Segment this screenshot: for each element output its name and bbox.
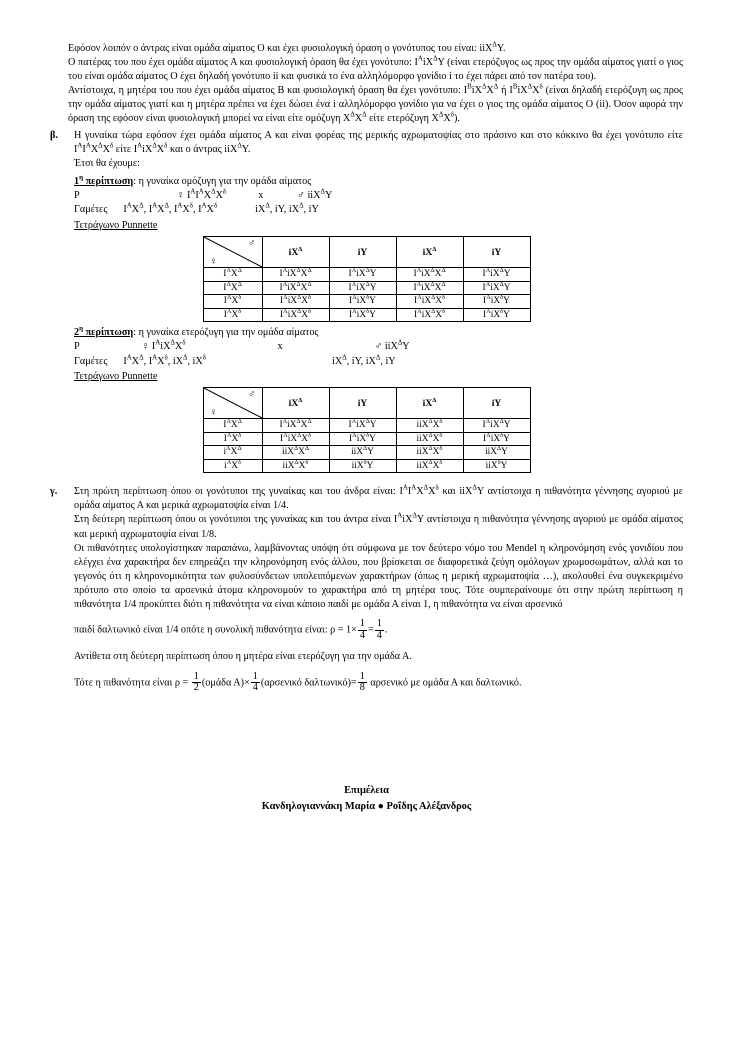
case-1-number: 1 xyxy=(74,175,80,187)
table-row xyxy=(203,459,530,473)
fraction-one-half: $\frac{1}{2}$ xyxy=(193,670,199,694)
fraction-one-quarter-2: $\frac{1}{4}$ xyxy=(252,670,258,694)
table-row xyxy=(203,419,530,433)
punnett-1-cell-3-1: $I^AiX^\delta\Upsilon$ xyxy=(329,308,396,322)
gamma-formula-1-end: . xyxy=(384,624,388,636)
case-1-male-end: Υ xyxy=(324,190,333,202)
punnett-1-col-header-2: $iX^\Delta$ xyxy=(396,237,463,268)
male-symbol-icon: ♂ xyxy=(297,190,305,202)
punnett-2-col-header-3: iY xyxy=(463,388,530,419)
case-1-female-s2: Α xyxy=(198,188,204,196)
case-1-parents-line xyxy=(74,189,683,203)
case-2-header xyxy=(74,326,683,340)
beta-p1-s1: Α xyxy=(77,142,83,150)
intro-line-1 xyxy=(68,42,683,56)
intro-line-3-sup2: Δ xyxy=(481,83,487,91)
gamma-formula-2 xyxy=(74,672,683,694)
punnett-2-cell-2-3: iiX$^\Delta$Υ xyxy=(463,446,530,460)
case-2-word: περίπτωση xyxy=(83,327,134,339)
punnett-1-col-header-3: iY xyxy=(463,237,530,268)
case-1-female-s4: δ xyxy=(222,188,227,196)
gamma-paragraph-2: Στη δεύτερη περίπτωση όπου οι γονότυποι της γυναίκας και του άντρα είναι $I^AiX^\Delta\Upsilon$ αντίστοιχα η πιθανότητα γέννησης αγοριού με ομάδα αίματος και μερική αχρωματοψία είναι 1/8. xyxy=(74,513,684,540)
punnett-1-cell-2-1: $I^AiX^\delta\Upsilon$ xyxy=(329,295,396,309)
case-1-female-b: Ι xyxy=(195,190,199,202)
case-2-punnett-label: Τετράγωνο Punnette xyxy=(74,370,158,382)
intro-line-3-d: ή Ι xyxy=(498,85,513,97)
section-beta xyxy=(50,129,683,233)
male-symbol-icon: ♂ xyxy=(248,238,256,250)
document-footer xyxy=(0,783,733,814)
intro-line-3-sup9: Δ xyxy=(438,112,444,120)
case-1-header xyxy=(74,175,683,189)
punnett-2-cell-1-1: $I^AiX^\delta\Upsilon$ xyxy=(329,432,396,446)
intro-line-1-sup: Δ xyxy=(492,41,497,49)
case-2-cross-symbol: x xyxy=(277,341,283,353)
section-beta-marker: β. xyxy=(50,129,58,141)
beta-p1-e: είτε Ι xyxy=(113,143,138,155)
punnett-2-cell-0-2: $iiX^\Delta X^\delta$ xyxy=(396,419,463,433)
gamma-paragraph-1: Στη πρώτη περίπτωση όπου οι γονότυποι της γυναίκας και του άνδρα είναι: $I^AI^AX^\Delta X^\delta$ και iiX$^\Delta$Υ αντίστοιχα η πιθανότητα γέννησης αγοριού με ομάδα αίματος Α και μερικά αχρωματοψία είναι 1/4. xyxy=(74,484,684,512)
punnett-1-row-header-3: $I^AX^\delta$ xyxy=(203,308,262,322)
intro-line-3-a: Αντίστοιχα, η μητέρα του που έχει ομάδα αίματος Β και φυσιολογική όραση θα έχει γονότυπο: Ι xyxy=(68,85,468,97)
beta-p1-s7: δ xyxy=(164,142,168,150)
punnett-1-row-header-2: $I^AX^\delta$ xyxy=(203,295,262,309)
footer-authors: Κανδηλογιαννάκη Μαρία ● Ροΐδης Αλέξανδρος xyxy=(261,800,472,812)
table-row xyxy=(203,295,530,309)
punnett-1-cell-2-2: $I^AiX^\Delta X^\delta$ xyxy=(396,295,463,309)
table-row xyxy=(203,268,530,282)
case-1-gametes-line xyxy=(74,203,683,217)
beta-p1-h: και ο άντρας iiX xyxy=(167,143,238,155)
intro-line-2-sup1: Α xyxy=(417,55,423,63)
intro-line-2-mid: iX xyxy=(422,57,434,69)
beta-p1-s5: Α xyxy=(137,142,143,150)
punnett-1-cell-2-3: $I^AiX^\delta\Upsilon$ xyxy=(463,295,530,309)
case-1-gametes-female: $I^AX^\Delta$, $I^AX^\Delta$, $I^AX^\delta$, $I^AX^\delta$ xyxy=(123,203,218,216)
intro-line-3-f: Χ xyxy=(532,85,540,97)
intro-line-1-text: Εφόσον λοιπόν ο άντρας είναι ομάδα αίματος Ο και έχει φυσιολογική όραση ο γονότυπος του είναι: iiX xyxy=(68,43,493,54)
section-gamma-marker: γ. xyxy=(50,486,58,498)
case-1-gametes-male: $iX^\Delta$, iΥ, $iX^\Delta$, iΥ xyxy=(255,203,319,216)
case-1-male-genotype: iiX xyxy=(307,190,321,202)
female-symbol-icon: ♀ xyxy=(176,190,185,202)
gamma-formula-1-text: παιδί δαλτωνικό είναι 1/4 οπότε η συνολική πιθανότητα είναι: xyxy=(74,624,328,636)
case-2-parents-line xyxy=(74,340,683,354)
case-1-punnett-label: Τετράγωνο Punnette xyxy=(74,219,158,231)
fraction-one-quarter-result: $\frac{1}{4}$ xyxy=(376,618,382,641)
intro-line-3-sup7: Δ xyxy=(350,112,355,120)
punnett-1-cell-3-3: $I^AiX^\delta\Upsilon$ xyxy=(463,308,530,322)
punnett-2-cell-2-1: iiX$^\Delta$Υ xyxy=(329,446,396,460)
case-1-p-label: P xyxy=(74,190,80,202)
case-2-male-genotype: iiX$^\Delta$Υ xyxy=(384,339,410,353)
beta-p1-i: Υ. xyxy=(241,143,251,155)
punnett-2-cell-0-1: $I^AiX^\Delta\Upsilon$ xyxy=(329,419,396,433)
intro-line-3-sup6: δ xyxy=(539,83,543,91)
beta-paragraph-2: Έτσι θα έχουμε: xyxy=(74,157,140,169)
case-2-gametes-female: $I^AX^\Delta$, $I^AX^\delta$, $iX^\Delta$, $iX^\delta$ xyxy=(123,354,206,367)
case-2-female-genotype: $I^AiX^\Delta X^\delta$ xyxy=(151,339,186,353)
case-2-gametes-label: Γαμέτες xyxy=(74,355,108,367)
punnett-2-cell-3-1: iiX$^\delta$Υ xyxy=(329,459,396,473)
beta-p1-a: Η γυναίκα τώρα εφόσον έχει ομάδα αίματος Α και είναι φορέας της μερικής αχρωματοψίας στο πράσινο και στο κόκκινο θα έχει γονότυπο είτε Ι xyxy=(74,129,683,155)
intro-line-3-b: iX xyxy=(471,85,482,97)
punnett-2-cell-3-2: $iiX^\Delta X^\delta$ xyxy=(396,459,463,473)
punnett-1-cell-2-0: $I^AiX^\Delta X^\delta$ xyxy=(262,295,329,309)
intro-line-2-sup2: Δ xyxy=(433,55,438,63)
gamma-formula-1-eq: = xyxy=(367,624,374,636)
case-1-female-a: Ι xyxy=(186,190,191,202)
gamma-paragraph-5: Αντίθετα στη δεύτερη περίπτωση όπου η μητέρα είναι ετερόζυγη για την ομάδα Α. xyxy=(74,651,412,663)
punnett-2-row-header-3: $i^AX^\delta$ xyxy=(203,459,262,473)
case-1-gametes-label: Γαμέτες xyxy=(74,204,108,216)
punnett-1-cell-1-2: $I^AiX^\Delta X^\Delta$ xyxy=(396,281,463,295)
punnett-2-row-header-0: $I^AX^\Delta$ xyxy=(203,419,262,433)
case-2-block xyxy=(50,326,683,384)
intro-line-2 xyxy=(68,56,683,84)
beta-p1-c: Χ xyxy=(90,143,99,155)
intro-line-3-sup4: Β xyxy=(512,83,518,91)
punnett-2-cell-1-2: $iiX^\Delta X^\delta$ xyxy=(396,432,463,446)
intro-block xyxy=(68,42,683,127)
intro-line-3-e: iX xyxy=(517,85,528,97)
punnett-1-cell-1-1: $I^AiX^\Delta\Upsilon$ xyxy=(329,281,396,295)
case-1-male-sup: Δ xyxy=(320,188,325,196)
gamma-formula-2-text: Τότε η πιθανότητα είναι xyxy=(74,677,173,689)
intro-line-3-g: (είναι δηλαδή ετερόζυγη ως προς την ομάδα αίματος γιατί και η μητέρα πρέπει να έχει δώσει ένα i αλληλόμορφο γονίδιο για να έχει ο γιος της ομάδα αίματος Ο (ii). Όσον αφορά την όραση της εφόσον είναι φυσιολογική μπορεί να είναι είτε ομόζυγη Χ xyxy=(68,85,683,125)
punnett-2-cell-3-3: iiX$^\delta$Υ xyxy=(463,459,530,473)
intro-line-2-a: Ο πατέρας του που έχει ομάδα αίματος Α και φυσιολογική όραση θα έχει γονότυπο: Ι xyxy=(68,57,418,69)
punnett-2-header-row xyxy=(203,388,530,419)
gamma-formula-1 xyxy=(74,619,683,641)
intro-line-3-sup1: Β xyxy=(467,83,472,91)
beta-p1-b: Ι xyxy=(82,143,86,155)
footer-title: Επιμέλεια xyxy=(344,785,389,796)
intro-line-3-h: Χ xyxy=(354,113,363,125)
beta-p1-d: Χ xyxy=(102,143,110,155)
punnett-1-cell-0-0: $I^AiX^\Delta X^\Delta$ xyxy=(262,268,329,282)
section-beta-body xyxy=(74,129,683,233)
beta-paragraph-1 xyxy=(74,129,683,157)
beta-p1-s8: Δ xyxy=(237,142,242,150)
gamma-formula-2-rho: ρ = xyxy=(174,677,189,689)
gamma-formula-2-mid1: (ομάδα Α)× xyxy=(201,677,250,689)
female-symbol-icon: ♀ xyxy=(209,407,217,419)
table-row xyxy=(203,432,530,446)
punnett-2-corner-cell xyxy=(203,388,262,419)
case-2-p-label: P xyxy=(74,341,80,353)
punnett-2-row-header-1: $I^AX^\delta$ xyxy=(203,432,262,446)
punnett-1-header-row xyxy=(203,237,530,268)
beta-p1-g: Χ xyxy=(156,143,165,155)
table-row xyxy=(203,308,530,322)
intro-line-3-sup10: δ xyxy=(450,112,454,120)
case-2-number: 2 xyxy=(74,327,80,339)
female-symbol-icon: ♀ xyxy=(209,256,217,268)
male-symbol-icon: ♂ xyxy=(248,389,256,401)
intro-line-1-end: Υ. xyxy=(496,43,506,54)
case-1-female-c: Χ xyxy=(203,190,212,202)
punnett-2-cell-0-0: $I^AiX^\Delta X^\Delta$ xyxy=(262,419,329,433)
case-2-body xyxy=(74,326,683,384)
case-1-cross-symbol: x xyxy=(258,190,264,202)
punnett-1-cell-0-2: $I^AiX^\Delta X^\Delta$ xyxy=(396,268,463,282)
punnett-1-col-header-0: $iX^\Delta$ xyxy=(262,237,329,268)
gamma-formula-2-end: αρσενικό με ομάδα Α και δαλτωνικό. xyxy=(370,677,522,689)
punnett-1-row-header-0: $I^AX^\Delta$ xyxy=(203,268,262,282)
fraction-one-eighth: $\frac{1}{8}$ xyxy=(359,670,365,694)
case-1-number-sup: η xyxy=(79,174,84,182)
punnett-1-cell-3-0: $I^AiX^\Delta X^\delta$ xyxy=(262,308,329,322)
punnett-square-2 xyxy=(203,387,531,473)
beta-p1-s3: Δ xyxy=(98,142,103,150)
punnett-square-2-wrapper xyxy=(50,387,683,473)
punnett-1-cell-0-1: $I^AiX^\Delta\Upsilon$ xyxy=(329,268,396,282)
table-row xyxy=(203,446,530,460)
case-1-female-d: Χ xyxy=(215,190,223,202)
case-1-desc: : η γυναίκα ομόζυγη για την ομάδα αίματος xyxy=(133,175,312,187)
case-1-word: περίπτωση xyxy=(83,175,134,187)
table-row xyxy=(203,281,530,295)
beta-p1-s4: δ xyxy=(109,142,114,150)
punnett-2-cell-1-3: $I^AiX^\delta\Upsilon$ xyxy=(463,432,530,446)
punnett-1-col-header-1: iY xyxy=(329,237,396,268)
punnett-square-1 xyxy=(203,236,531,322)
case-2-gametes-line xyxy=(74,355,683,369)
intro-line-3-k: ). xyxy=(454,113,460,125)
punnett-2-col-header-0: $iX^\Delta$ xyxy=(262,388,329,419)
case-2-desc: : η γυναίκα ετερόζυγη για την ομάδα αίματος xyxy=(133,327,319,339)
punnett-square-1-wrapper xyxy=(50,236,683,322)
case-2-gametes-male: $iX^\Delta$, iΥ, $iX^\Delta$, iΥ xyxy=(332,354,396,367)
gamma-paragraph-3: Οι πιθανότητες υπολογίστηκαν παραπάνω, λαμβάνοντας υπόψη ότι σύμφωνα με τον δεύτερο νόμο του Mendel η κληρονόμηση ενός γονιδίου που ελέγχει ένα χαρακτήρα δεν επηρεάζει την κληρονόμηση ενός άλλου, που βρίσκεται σε διαφορετικά ζεύγη ομόλογων χρωμοσωμάτων, αλλά και το γεγονός ότι η κληρονομικότητα των φυλοσύνδετων υπολειπόμενων χαρακτήρων (όπως η μερική αχρωματοψία …), ακολουθεί ένα συγκεκριμένο πρότυπο στο οποίο τα αρσενικά άτομα κληρονομούν το χαρακτήρα από τη μητέρα τους. Τότε συμπεραίνουμε ότι στην πρώτη περίπτωση η πιθανότητα 1/4 προκύπτει διότι η πιθανότητα να είναι κάποιο παιδί με ομάδα Α είναι 1, η πιθανότητα να είναι αρσενικό xyxy=(74,542,683,610)
punnett-2-row-header-2: $i^AX^\Delta$ xyxy=(203,446,262,460)
spacer xyxy=(50,473,683,483)
gamma-formula-2-mid2: (αρσενικό δαλτωνικό)= xyxy=(260,677,357,689)
punnett-2-cell-0-3: $I^AiX^\Delta\Upsilon$ xyxy=(463,419,530,433)
beta-p1-s2: Α xyxy=(85,142,91,150)
punnett-2-cell-2-2: $iiX^\Delta X^\delta$ xyxy=(396,446,463,460)
punnett-2-cell-3-0: $iiX^\Delta X^\delta$ xyxy=(262,459,329,473)
punnett-1-cell-0-3: $I^AiX^\Delta\Upsilon$ xyxy=(463,268,530,282)
intro-line-3-sup3: Δ xyxy=(493,83,499,91)
intro-line-3-c: Χ xyxy=(486,85,494,97)
punnett-1-cell-1-0: $I^AiX^\Delta X^\Delta$ xyxy=(262,281,329,295)
intro-line-3-sup8: Δ xyxy=(362,112,367,120)
case-2-number-sup: η xyxy=(79,325,84,333)
male-symbol-icon: ♂ xyxy=(374,341,383,353)
beta-p1-f: iX xyxy=(142,143,153,155)
punnett-1-cell-1-3: $I^AiX^\Delta\Upsilon$ xyxy=(463,281,530,295)
case-1-female-s3: Δ xyxy=(211,188,216,196)
female-symbol-icon: ♀ xyxy=(141,341,150,353)
intro-line-3-sup5: Δ xyxy=(527,83,533,91)
intro-line-3-i: είτε ετερόζυγη Χ xyxy=(366,113,439,125)
gamma-formula-1-rho: ρ = 1× xyxy=(330,624,357,636)
fraction-one-quarter: $\frac{1}{4}$ xyxy=(359,618,365,641)
punnett-2-col-header-2: $iX^\Delta$ xyxy=(396,388,463,419)
punnett-2-cell-2-0: $iiX^\Delta X^\Delta$ xyxy=(262,446,329,460)
section-gamma xyxy=(50,485,683,694)
punnett-1-cell-3-2: $I^AiX^\Delta X^\delta$ xyxy=(396,308,463,322)
intro-line-3 xyxy=(68,84,683,126)
punnett-1-corner-cell xyxy=(203,237,262,268)
section-gamma-body xyxy=(74,485,683,694)
intro-line-2-end: Υ (είναι ετερόζυγος ως προς την ομάδα αίματος γιατί ο γιος του είναι ομάδα αίματος Ο έχει δηλαδή γονότυπο ii και φυσικά το ένα αλληλόμορφο γονίδιο i το έχει πάρει από τον πατέρα του). xyxy=(68,57,683,83)
document-content xyxy=(50,42,683,694)
punnett-1-row-header-1: $I^AX^\Delta$ xyxy=(203,281,262,295)
case-1-female-s1: Α xyxy=(190,188,196,196)
beta-p1-s6: Δ xyxy=(152,142,157,150)
punnett-2-col-header-1: iY xyxy=(329,388,396,419)
punnett-2-cell-1-0: $I^AiX^\Delta X^\delta$ xyxy=(262,432,329,446)
intro-line-3-j: Χ xyxy=(443,113,451,125)
